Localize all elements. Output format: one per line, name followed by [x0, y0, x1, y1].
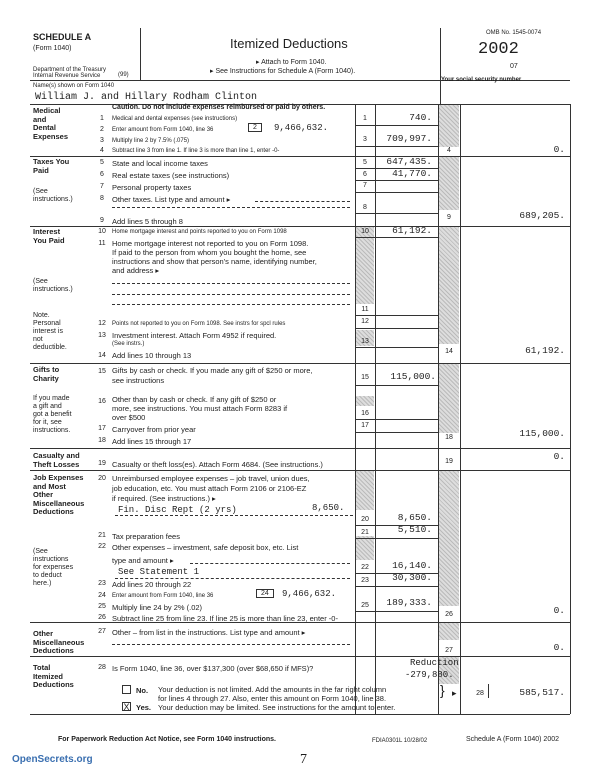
yes-checkbox[interactable]: X — [123, 702, 130, 712]
line16-text-c: over $500 — [112, 413, 146, 422]
line20-text-c: if required. (See instructions.) ▸ — [112, 494, 216, 503]
line22-item: See Statement 1 — [118, 567, 200, 577]
line10-amount: 61,192. — [392, 225, 432, 236]
tax-year: 2002 — [478, 40, 519, 59]
line25-amount: 189,333. — [386, 597, 432, 608]
form-code: FDIA0301L 10/28/02 — [372, 738, 428, 744]
line24-text: Enter amount from Form 1040, line 36 — [112, 593, 214, 599]
line21-amount: 5,510. — [397, 524, 432, 535]
line3-text: Multiply line 2 by 7.5% (.075) — [112, 138, 190, 144]
section-interest-personal-note: Note. Personal interest is not deductible. — [33, 312, 67, 351]
line23-text: Add lines 20 through 22 — [112, 580, 192, 589]
schedule-label: SCHEDULE A — [33, 32, 92, 42]
taxpayer-name: William J. and Hillary Rodham Clinton — [35, 92, 258, 103]
section-job-expenses: Job Expenses and Most Other Miscellaneous Deductions — [33, 473, 85, 516]
line18-text: Add lines 15 through 17 — [112, 437, 192, 446]
section-job-note: (See instructions for expenses to deduct here.) — [33, 548, 74, 587]
line15-text-a: Gifts by cash or check. If you made any gift of $250 or more, — [112, 366, 313, 375]
line8-text: Other taxes. List type and amount ▸ — [112, 195, 231, 204]
line9-amount: 689,205. — [519, 210, 565, 221]
paperwork-notice: For Paperwork Reduction Act Notice, see Form 1040 instructions. — [58, 736, 276, 743]
line17-text: Carryover from prior year — [112, 425, 196, 434]
line12-text: Points not reported to you on Form 1098. See instrs for spcl rules — [112, 321, 286, 327]
line21-text: Tax preparation fees — [112, 532, 180, 541]
section-gifts-note: If you made a gift and got a benefit for it, see instructions. — [33, 395, 72, 434]
line10-text: Home mortgage interest and points reported to you on Form 1098 — [112, 229, 287, 235]
ssn-label: Your social security number — [441, 77, 522, 83]
line19-amount: 0. — [553, 451, 565, 462]
line2-text: Enter amount from Form 1040, line 36 — [112, 127, 214, 133]
line20-item-amount: 8,650. — [312, 503, 345, 513]
line11-text-a: Home mortgage interest not reported to you on Form 1098. — [112, 239, 309, 248]
line22-amount: 16,140. — [392, 560, 432, 571]
line28-amount: 585,517. — [519, 687, 565, 698]
line15-text-b: see instructions — [112, 376, 165, 385]
yes-label: Yes. — [136, 703, 152, 712]
section-interest: Interest You Paid — [33, 227, 65, 245]
sequence-number: 07 — [510, 63, 518, 70]
line1-amount: 740. — [409, 112, 432, 123]
line4-text: Subtract line 3 from line 1. If line 3 is more than line 1, enter -0- — [112, 148, 280, 154]
line20-item: Fin. Disc Rept (2 yrs) — [118, 505, 237, 515]
yes-text: Your deduction may be limited. See instructions for the amount to enter. — [158, 703, 396, 712]
line28-question: Is Form 1040, line 36, over $137,300 (over $68,650 if MFS)? — [112, 664, 314, 673]
caution-text: Caution. Do not include expenses reimbursed or paid by others. — [112, 104, 326, 111]
line6-text: Real estate taxes (see instructions) — [112, 171, 230, 180]
schedule-form: (Form 1040) — [33, 45, 72, 52]
dept-code: (99) — [118, 72, 129, 78]
section-gifts: Gifts to Charity — [33, 365, 60, 383]
line19-text: Casualty or theft loss(es). Attach Form 4684. (See instructions.) — [112, 460, 323, 469]
line27-text: Other – from list in the instructions. List type and amount ▸ — [112, 628, 306, 637]
omb-number: OMB No. 1545-0074 — [486, 30, 542, 36]
line15-amount: 115,000. — [390, 371, 436, 382]
line11-text-c: instructions and show that person's name, identifying number, — [112, 257, 317, 266]
line14-amount: 61,192. — [525, 345, 565, 356]
line13-text-a: Investment interest. Attach Form 4952 if required. — [112, 331, 277, 340]
section-interest-note: (See instructions.) — [33, 278, 73, 293]
line26-amount: 0. — [553, 605, 565, 616]
line6-amount: 41,770. — [392, 168, 432, 179]
form-title: Itemized Deductions — [230, 36, 348, 51]
page-number: 7 — [300, 752, 307, 767]
line7-text: Personal property taxes — [112, 183, 192, 192]
line5-amount: 647,435. — [386, 156, 432, 167]
section-total: Total Itemized Deductions — [33, 663, 74, 689]
line1-text: Medical and dental expenses (see instructions) — [112, 116, 238, 122]
attach-note: ▸ Attach to Form 1040. — [256, 59, 327, 66]
line26-text: Subtract line 25 from line 23. If line 25 is more than line 23, enter -0- — [112, 614, 338, 623]
line16-text-a: Other than by cash or check. If any gift of $250 or — [112, 395, 277, 404]
line18-amount: 115,000. — [519, 428, 565, 439]
instructions-note: ▸ See Instructions for Schedule A (Form 1040). — [210, 68, 356, 75]
line22-text-a: Other expenses – investment, safe deposit box, etc. List — [112, 543, 299, 552]
line20-amount: 8,650. — [397, 512, 432, 523]
no-text-b: for lines 4 through 27. Also, enter this amount on Form 1040, line 38. — [158, 694, 387, 703]
line27-amount: 0. — [553, 642, 565, 653]
line20-text-b: job education, etc. You must attach Form 2106 or 2106-EZ — [112, 484, 307, 493]
no-label: No. — [136, 686, 149, 695]
line11-text-b: If paid to the person from whom you bought the home, see — [112, 248, 307, 257]
reduction-amount: -279,880. — [405, 670, 454, 680]
line14-text: Add lines 10 through 13 — [112, 351, 192, 360]
line5-text: State and local income taxes — [112, 159, 208, 168]
line24-amount: 9,466,632. — [282, 589, 337, 599]
section-taxes: Taxes You Paid — [33, 157, 70, 175]
line16-text-b: more, see instructions. You must attach Form 8283 if — [112, 404, 288, 413]
line20-text-a: Unreimbursed employee expenses – job travel, union dues, — [112, 474, 310, 483]
line25-text: Multiply line 24 by 2% (.02) — [112, 603, 203, 612]
line3-amount: 709,997. — [386, 133, 432, 144]
line23-amount: 30,300. — [392, 572, 432, 583]
line9-text: Add lines 5 through 8 — [112, 217, 183, 226]
dept-line2: Internal Revenue Service — [33, 73, 101, 79]
dept-line1: Department of the Treasury — [33, 67, 107, 73]
footer-schedule: Schedule A (Form 1040) 2002 — [466, 736, 560, 743]
section-other-misc: Other Miscellaneous Deductions — [33, 629, 85, 655]
reduction-label: Reduction — [410, 658, 459, 668]
no-checkbox[interactable] — [122, 685, 131, 694]
watermark-logo: OpenSecrets.org — [12, 754, 93, 765]
names-label: Name(s) shown on Form 1040 — [33, 83, 115, 89]
section-taxes-note: (See instructions.) — [33, 188, 73, 203]
line2-amount: 9,466,632. — [274, 123, 329, 133]
no-text-a: Your deduction is not limited. Add the amounts in the far right column — [158, 685, 387, 694]
line11-text-d: and address ▸ — [112, 266, 160, 275]
line13-text-b: (See instrs.) — [112, 341, 145, 347]
line22-text-b: type and amount ▸ — [112, 556, 174, 565]
line4-amount: 0. — [553, 144, 565, 155]
section-casualty: Casualty and Theft Losses — [33, 451, 80, 469]
section-medical: Medical and Dental Expenses — [33, 106, 69, 141]
